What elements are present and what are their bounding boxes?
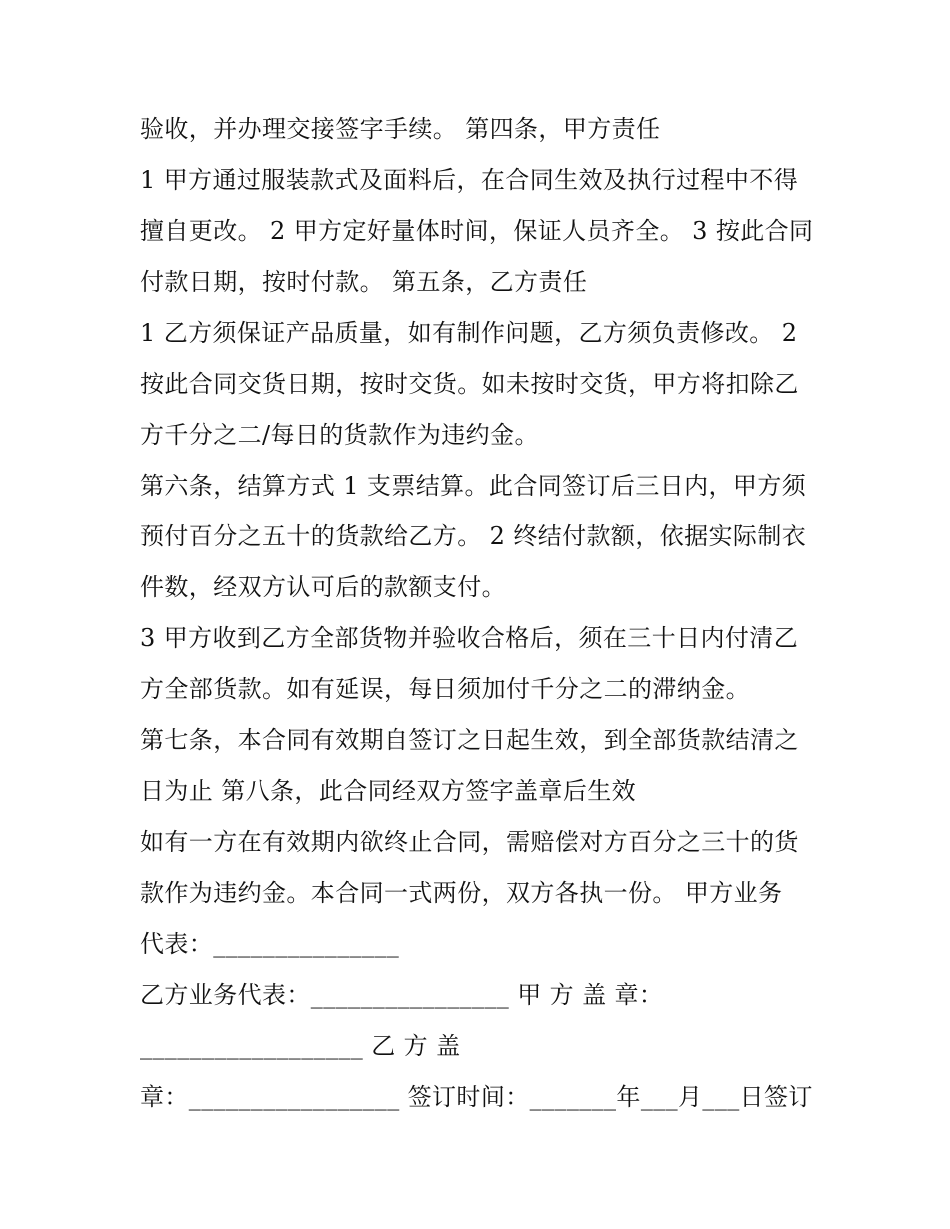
text-line: 3 甲方收到乙方全部货物并验收合格后，须在三十日内付清乙 xyxy=(140,624,799,652)
text-line: 第七条，本合同有效期自签订之日起生效，到全部货款结清之 xyxy=(140,726,799,754)
text-line: 如有一方在有效期内欲终止合同，需赔偿对方百分之三十的货 xyxy=(140,828,799,856)
text-line: 日为止 第八条，此合同经双方签字盖章后生效 xyxy=(140,777,637,805)
text-line: 付款日期，按时付款。 第五条，乙方责任 xyxy=(140,268,588,296)
signature-line: __________________ 乙 方 盖 xyxy=(140,1032,461,1060)
text-line: 方全部货款。如有延误，每日须加付千分之二的滞纳金。 xyxy=(140,675,750,703)
text-line: 按此合同交货日期，按时交货。如未按时交货，甲方将扣除乙 xyxy=(140,370,799,398)
signature-line: 乙方业务代表：________________ 甲 方 盖 章： xyxy=(140,981,664,1009)
text-line: 1 甲方通过服装款式及面料后，在合同生效及执行过程中不得 xyxy=(140,166,799,194)
text-line: 款作为违约金。本合同一式两份，双方各执一份。 甲方业务 xyxy=(140,879,783,907)
signature-line: 代表：_______________ xyxy=(140,930,400,958)
text-line: 擅自更改。 2 甲方定好量体时间，保证人员齐全。 3 按此合同 xyxy=(140,217,814,245)
text-line: 预付百分之五十的货款给乙方。 2 终结付款额，依据实际制衣 xyxy=(140,522,807,550)
text-line: 验收，并办理交接签字手续。 第四条，甲方责任 xyxy=(140,115,661,143)
text-line: 件数，经双方认可后的款额支付。 xyxy=(140,573,506,601)
text-line: 第六条，结算方式 1 支票结算。此合同签订后三日内，甲方须 xyxy=(140,472,807,500)
signature-date-line: 章：_________________ 签订时间：_______年___月___日签订 xyxy=(140,1083,813,1111)
text-line: 1 乙方须保证产品质量，如有制作问题，乙方须负责修改。 2 xyxy=(140,319,798,347)
text-line: 方千分之二/每日的货款作为违约金。 xyxy=(140,421,539,449)
